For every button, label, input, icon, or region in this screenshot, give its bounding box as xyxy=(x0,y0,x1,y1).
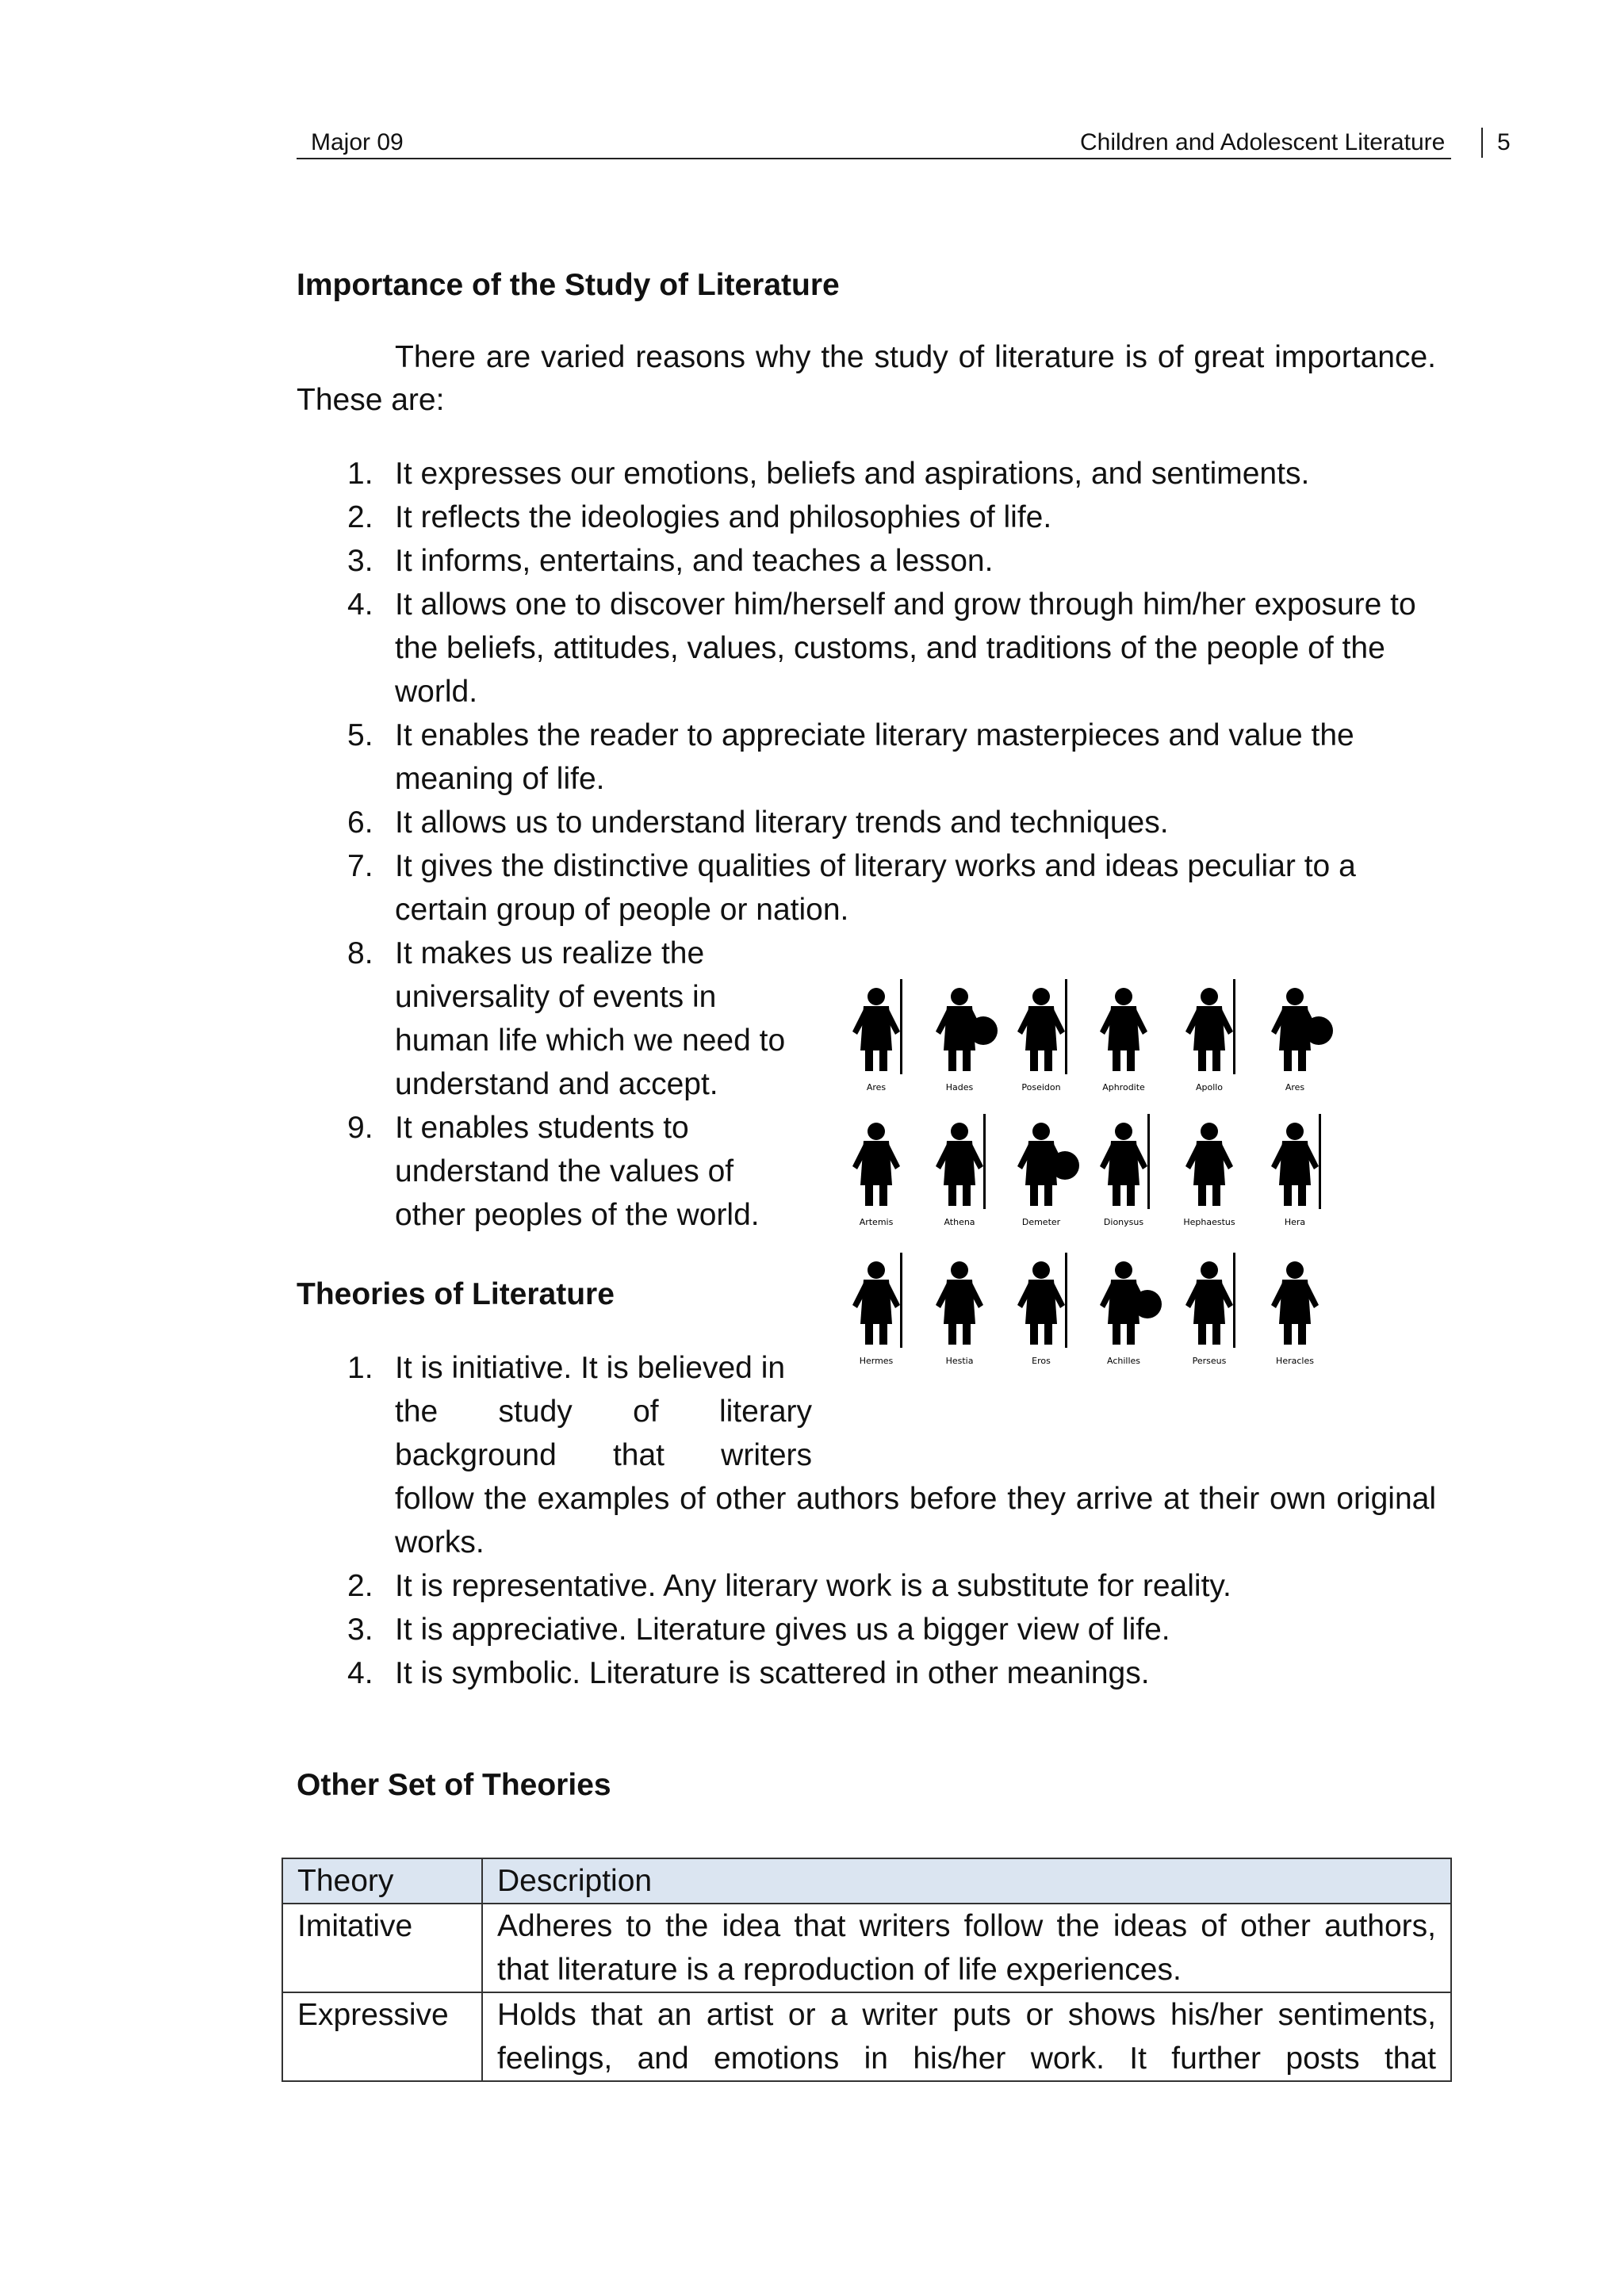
list-item xyxy=(336,583,1436,714)
god-label: Ares xyxy=(1285,1082,1305,1093)
god-label: Hermes xyxy=(859,1356,894,1366)
god-label: Athena xyxy=(944,1217,975,1227)
list-number: 1. xyxy=(347,457,373,491)
list-item xyxy=(336,539,1436,583)
god-label: Heracles xyxy=(1276,1356,1314,1366)
list-text: It is representative. Any literary work is a substitute for reality. xyxy=(395,1569,1231,1603)
importance-intro xyxy=(297,336,1436,422)
god-label: Hera xyxy=(1284,1217,1306,1227)
god-figure xyxy=(1185,979,1235,1093)
table-cell-description: Holds that an artist or a writer puts or shows his/her sentiments, feelings, and emotions in his/her work. It further posts that xyxy=(482,1992,1451,2081)
list-item xyxy=(336,714,1436,801)
table-header-row xyxy=(282,1858,1451,1904)
god-figure xyxy=(852,1123,900,1227)
god-figure xyxy=(1183,1123,1235,1227)
list-item xyxy=(336,1608,1436,1651)
section-title-importance: Importance of the Study of Literature xyxy=(297,268,840,302)
god-label: Hephaestus xyxy=(1183,1217,1235,1227)
list-item xyxy=(336,1564,1436,1608)
god-figure xyxy=(1100,1261,1162,1366)
god-figure xyxy=(1271,1261,1319,1366)
god-figure xyxy=(1017,1123,1079,1227)
list-text-line: It is initiative. It is believed in xyxy=(395,1351,786,1385)
list-number: 6. xyxy=(347,806,373,840)
header-page-separator xyxy=(1481,128,1483,158)
table-row xyxy=(282,1992,1451,2081)
theories-list xyxy=(336,1564,1436,1695)
page-number: 5 xyxy=(1497,129,1511,155)
table-row xyxy=(282,1904,1451,1992)
list-number: 5. xyxy=(347,718,373,752)
list-text: It expresses our emotions, beliefs and aspirations, and sentiments. xyxy=(395,457,1310,491)
list-item xyxy=(336,844,1436,932)
list-item xyxy=(336,801,1436,844)
god-label: Demeter xyxy=(1021,1217,1061,1227)
god-label: Dionysus xyxy=(1103,1217,1144,1227)
list-text-line: understand the values of xyxy=(395,1154,734,1188)
god-figure xyxy=(1271,1114,1321,1227)
list-number: 7. xyxy=(347,849,373,883)
god-figure xyxy=(1185,1253,1235,1366)
list-text-line: other peoples of the world. xyxy=(395,1198,760,1232)
god-label: Achilles xyxy=(1106,1356,1141,1366)
list-text: It reflects the ideologies and philosophies of life. xyxy=(395,500,1052,534)
theory-item-1 xyxy=(336,1346,812,1477)
list-number: 8. xyxy=(347,936,373,970)
list-text-line: human life which we need to xyxy=(395,1024,786,1058)
list-number: 2. xyxy=(347,500,373,534)
greek-gods-figure xyxy=(837,955,1384,1431)
list-item xyxy=(336,496,1436,539)
list-item xyxy=(336,452,1436,496)
greek-gods-silhouettes-icon xyxy=(837,955,1384,1431)
god-figure xyxy=(936,1114,986,1227)
god-label: Eros xyxy=(1032,1356,1051,1366)
list-number: 3. xyxy=(347,544,373,578)
list-number: 4. xyxy=(347,587,373,622)
list-text: It is appreciative. Literature gives us a bigger view of life. xyxy=(395,1613,1170,1647)
header-course: Major 09 xyxy=(311,129,404,155)
table-cell-theory: Expressive xyxy=(282,1992,482,2081)
list-text-line: background that writers xyxy=(395,1438,812,1472)
god-figure xyxy=(936,988,998,1093)
god-figure xyxy=(1017,979,1067,1093)
importance-intro-text: There are varied reasons why the study of literature is of great importance. These are: xyxy=(297,340,1436,417)
list-text: It informs, entertains, and teaches a lesson. xyxy=(395,544,994,578)
list-number: 9. xyxy=(347,1111,373,1145)
god-label: Hades xyxy=(945,1082,974,1093)
table-header-theory: Theory xyxy=(282,1858,482,1904)
list-text: It allows one to discover him/herself and grow through him/her exposure to the beliefs, attitudes, values, customs, and traditions of the people of the world. xyxy=(395,587,1416,709)
god-label: Perseus xyxy=(1192,1356,1227,1366)
section-title-other-theories: Other Set of Theories xyxy=(297,1768,611,1802)
list-text: It allows us to understand literary trends and techniques. xyxy=(395,806,1169,840)
god-figure xyxy=(1100,988,1147,1093)
god-figure xyxy=(1271,988,1333,1093)
god-label: Ares xyxy=(866,1082,887,1093)
list-number: 3. xyxy=(347,1613,373,1647)
list-text-line: understand and accept. xyxy=(395,1067,718,1101)
list-item xyxy=(336,1651,1436,1695)
list-text-line: universality of events in xyxy=(395,980,717,1014)
header-divider xyxy=(297,158,1451,159)
table-cell-description: Adheres to the idea that writers follow the ideas of other authors, that literature is a reproduction of life experiences. xyxy=(482,1904,1451,1992)
table-header-description: Description xyxy=(482,1858,1451,1904)
god-figure xyxy=(1017,1253,1067,1366)
list-number: 2. xyxy=(347,1569,373,1603)
god-label: Hestia xyxy=(945,1356,974,1366)
god-label: Poseidon xyxy=(1021,1082,1061,1093)
god-figure xyxy=(852,1253,902,1366)
list-text: It enables the reader to appreciate literary masterpieces and value the meaning of life. xyxy=(395,718,1354,796)
section-title-theories: Theories of Literature xyxy=(297,1277,615,1311)
god-label: Artemis xyxy=(859,1217,894,1227)
list-number: 1. xyxy=(347,1351,373,1385)
theories-table xyxy=(282,1858,1452,2082)
list-text: It gives the distinctive qualities of literary works and ideas peculiar to a certain group of people or nation. xyxy=(395,849,1356,927)
god-figure xyxy=(1100,1114,1150,1227)
god-figure xyxy=(936,1261,983,1366)
list-text-line: It makes us realize the xyxy=(395,936,705,970)
list-number: 4. xyxy=(347,1656,373,1690)
god-label: Aphrodite xyxy=(1102,1082,1145,1093)
list-text-line: the study of literary xyxy=(395,1395,812,1429)
god-figure xyxy=(852,979,902,1093)
table-cell-theory: Imitative xyxy=(282,1904,482,1992)
header-title: Children and Adolescent Literature xyxy=(1080,129,1446,155)
list-text: It is symbolic. Literature is scattered in other meanings. xyxy=(395,1656,1150,1690)
list-text-line: It enables students to xyxy=(395,1111,689,1145)
theory-item-1-continuation: follow the examples of other authors before they arrive at their own original works. xyxy=(395,1482,1436,1559)
god-label: Apollo xyxy=(1195,1082,1224,1093)
